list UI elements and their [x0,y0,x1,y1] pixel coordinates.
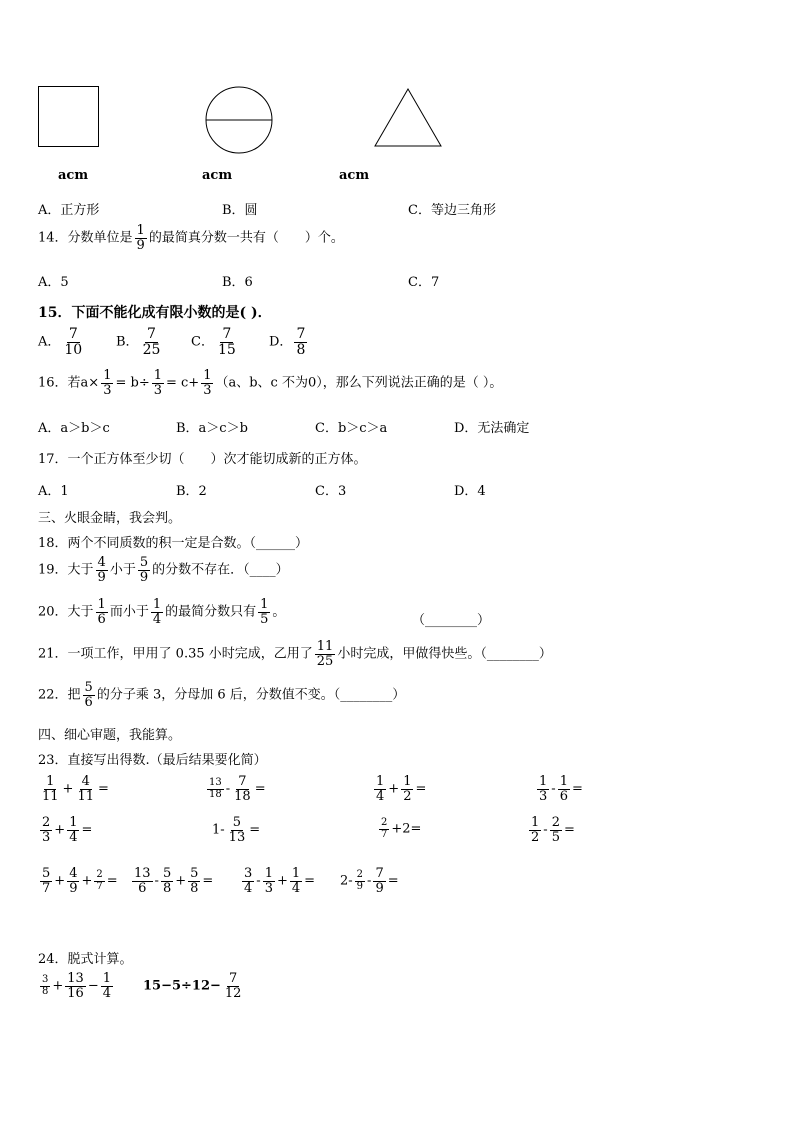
calc-item: $\frac{1}{4}$ + $\frac{1}{2}$ = [376,774,427,804]
calc-item: $\frac{1}{11}$ + $\frac{4}{11}$ = [42,774,109,804]
option-a: A． $\frac{7}{10}$ [38,326,83,358]
calc-item: $\frac{2}{3}$ + $\frac{1}{4}$ = [42,815,93,845]
calc-item: $\frac{3}{4}$ - $\frac{1}{3}$ + $\frac{1}{4}$ = [244,866,316,896]
question-22: 22．把 $\frac{5}{6}$ 的分子乘 3，分母加 6 后，分数值不变。（________） [38,680,406,710]
calc-item: $\frac{1}{2}$ - $\frac{2}{5}$ = [531,815,575,845]
square-side-label: acm [58,168,89,183]
circle-figure [205,86,273,154]
answer-blank[interactable]: （________） [412,613,491,628]
option-a: A．1 [38,484,69,499]
section-heading-4: 四、细心审题，我能算。 [38,728,182,743]
option-b: B．圆 [222,203,258,218]
calc-item: $\frac{1}{3}$ - $\frac{1}{6}$ = [539,774,583,804]
option-a: A．a＞b＞c [38,421,110,436]
calc-item: $\frac{13}{6}$ - $\frac{5}{8}$ + $\frac{5}{8}$ = [134,866,214,896]
calc-item: 2- $\frac{2}{9}$ - $\frac{7}{9}$ = [340,866,399,896]
fraction: $\frac{1}{9}$ [136,223,145,253]
option-c: C．7 [408,275,440,290]
calc-item: 1- $\frac{5}{13}$ = [212,815,261,845]
calc-item: $\frac{2}{7}$ +2= [381,817,422,840]
option-b: B．a＞c＞b [176,421,248,436]
option-c: C．等边三角形 [408,203,496,218]
question-17: 17．一个正方体至少切（ ）次才能切成新的正方体。 [38,452,367,467]
calc-item: $\frac{5}{7}$ + $\frac{4}{9}$ + $\frac{2}{7}$ = [42,866,118,896]
triangle-figure [373,88,443,148]
option-d: D．4 [454,484,486,499]
calc-item: 15−5÷12− $\frac{7}{12}$ [143,971,242,1001]
triangle-side-label: acm [339,168,370,183]
option-b: B．2 [176,484,207,499]
calc-item: $\frac{13}{18}$ - $\frac{7}{18}$ = [209,774,266,804]
question-23-title: 23．直接写出得数.（最后结果要化简） [38,753,267,768]
option-c: C．b＞c＞a [315,421,388,436]
question-14: 14．分数单位是 $\frac{1}{9}$ 的最简真分数一共有（ ）个。 [38,223,344,253]
square-figure [38,86,100,148]
question-16: 16．若a× $\frac{1}{3}$ = b÷ $\frac{1}{3}$ = c+ $\frac{1}{3}$ （a、b、c 不为0），那么下列说法正确的是（ ）。 [38,368,503,398]
question-21: 21．一项工作，甲用了 0.35 小时完成，乙用了 $\frac{11}{25}$ 小时完成，甲做得快些。（________） [38,639,552,669]
question-18: 18．两个不同质数的积一定是合数。（______） [38,536,309,551]
question-24-title: 24．脱式计算。 [38,952,133,967]
option-a: A．正方形 [38,203,100,218]
option-b: B． $\frac{7}{25}$ [116,326,161,358]
option-d: D．无法确定 [454,421,530,436]
option-d: D． $\frac{7}{8}$ [269,326,306,358]
option-b: B．6 [222,275,253,290]
option-a: A．5 [38,275,69,290]
calc-item: $\frac{3}{8}$ + $\frac{13}{16}$ − $\frac{1}{4}$ [42,971,112,1001]
question-15: 15．下面不能化成有限小数的是( )． [38,305,272,321]
circle-diameter-label: acm [202,168,233,183]
section-heading-3: 三、火眼金睛，我会判。 [38,511,182,526]
question-20: 20．大于 $\frac{1}{6}$ 而小于 $\frac{1}{4}$ 的最简分数只有 $\frac{1}{5}$ 。 [38,597,286,627]
option-c: C． $\frac{7}{15}$ [191,326,236,358]
option-c: C．3 [315,484,347,499]
question-19: 19．大于 $\frac{4}{9}$ 小于 $\frac{5}{9}$ 的分数不存在．（____） [38,555,289,585]
